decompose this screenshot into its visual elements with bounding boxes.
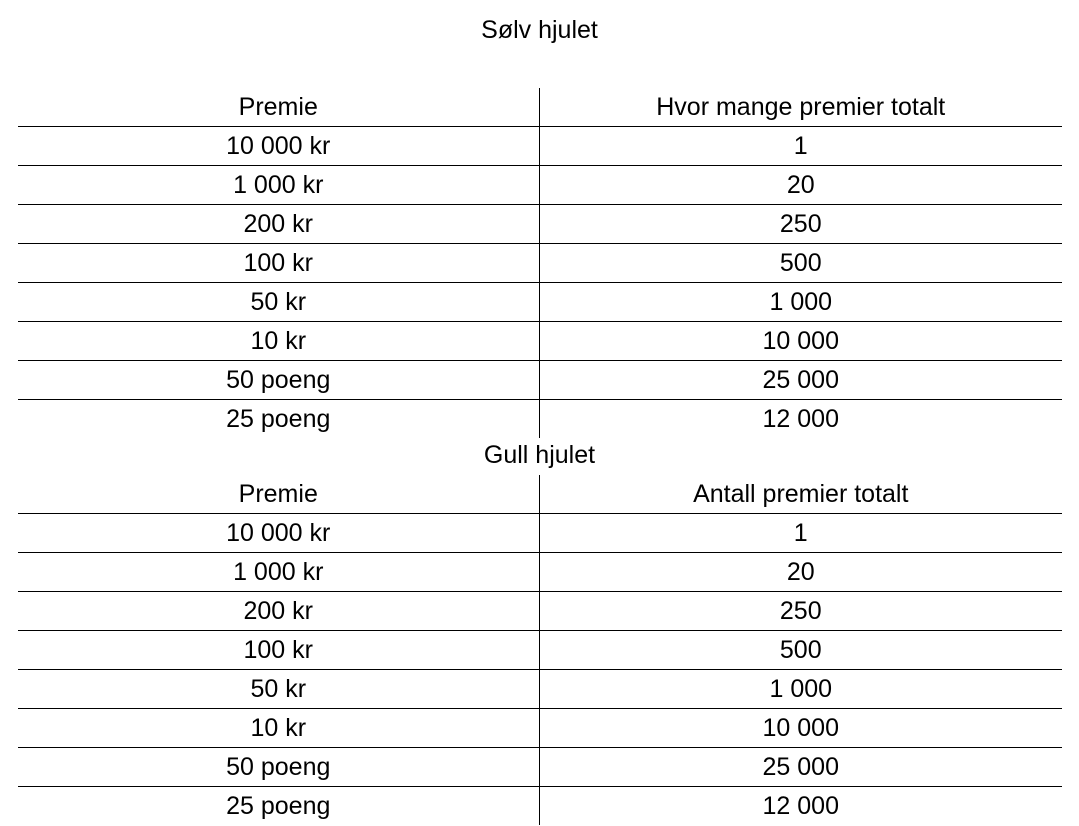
- count-cell: 500: [539, 244, 1062, 283]
- count-cell: 1 000: [539, 670, 1062, 709]
- prize-cell: 100 kr: [18, 631, 539, 670]
- prize-cell: 100 kr: [18, 244, 539, 283]
- prize-cell: 200 kr: [18, 592, 539, 631]
- table-row: [18, 709, 1062, 748]
- table-row: [18, 748, 1062, 787]
- silver-wheel-title: Sølv hjulet: [481, 16, 598, 44]
- table-row: [18, 166, 1062, 205]
- table-row: [18, 322, 1062, 361]
- count-column-header: Antall premier totalt: [539, 475, 1062, 514]
- table-row: [18, 514, 1062, 553]
- prize-cell: 10 kr: [18, 709, 539, 748]
- table-row: [18, 127, 1062, 166]
- table-row: [18, 592, 1062, 631]
- prize-cell: 10 000 kr: [18, 514, 539, 553]
- table-row: [18, 361, 1062, 400]
- count-cell: 12 000: [762, 405, 839, 433]
- table-row: [18, 283, 1062, 322]
- count-cell: 10 000: [539, 709, 1062, 748]
- table-row: [18, 787, 1062, 826]
- prize-cell: 50 kr: [18, 670, 539, 709]
- count-cell: 250: [539, 205, 1062, 244]
- count-cell: 20: [539, 166, 1062, 205]
- gold-wheel-table: [18, 475, 1062, 825]
- table-header-row: [18, 475, 1062, 514]
- table-row: [18, 553, 1062, 592]
- table-row: [18, 244, 1062, 283]
- prize-cell: 200 kr: [18, 205, 539, 244]
- prize-column-header: Premie: [18, 88, 539, 127]
- count-column-header: Hvor mange premier totalt: [539, 88, 1062, 127]
- table-header-row: [18, 88, 1062, 127]
- count-cell: 500: [539, 631, 1062, 670]
- count-cell: 250: [539, 592, 1062, 631]
- prize-cell: 50 poeng: [18, 748, 539, 787]
- gold-wheel-title: Gull hjulet: [483, 441, 596, 469]
- prize-cell: 1 000 kr: [18, 553, 539, 592]
- count-cell: 1: [539, 514, 1062, 553]
- prize-cell: 10 kr: [18, 322, 539, 361]
- count-cell: 25 000: [539, 748, 1062, 787]
- prize-column-header: Premie: [18, 475, 539, 514]
- table-row: [18, 205, 1062, 244]
- prize-cell: 25 poeng: [18, 787, 539, 826]
- count-cell: 25 000: [539, 361, 1062, 400]
- count-cell: 20: [539, 553, 1062, 592]
- count-cell: 1: [539, 127, 1062, 166]
- prize-cell: 25 poeng: [18, 400, 539, 439]
- count-cell: 1 000: [539, 283, 1062, 322]
- count-cell: 10 000: [539, 322, 1062, 361]
- count-cell: 12 000: [762, 792, 839, 820]
- prize-cell: 10 000 kr: [18, 127, 539, 166]
- table-row: [18, 400, 1062, 439]
- prize-cell: 1 000 kr: [18, 166, 539, 205]
- prize-cell: 50 kr: [18, 283, 539, 322]
- prize-cell: 50 poeng: [18, 361, 539, 400]
- silver-wheel-table: [18, 88, 1062, 438]
- table-row: [18, 670, 1062, 709]
- table-row: [18, 631, 1062, 670]
